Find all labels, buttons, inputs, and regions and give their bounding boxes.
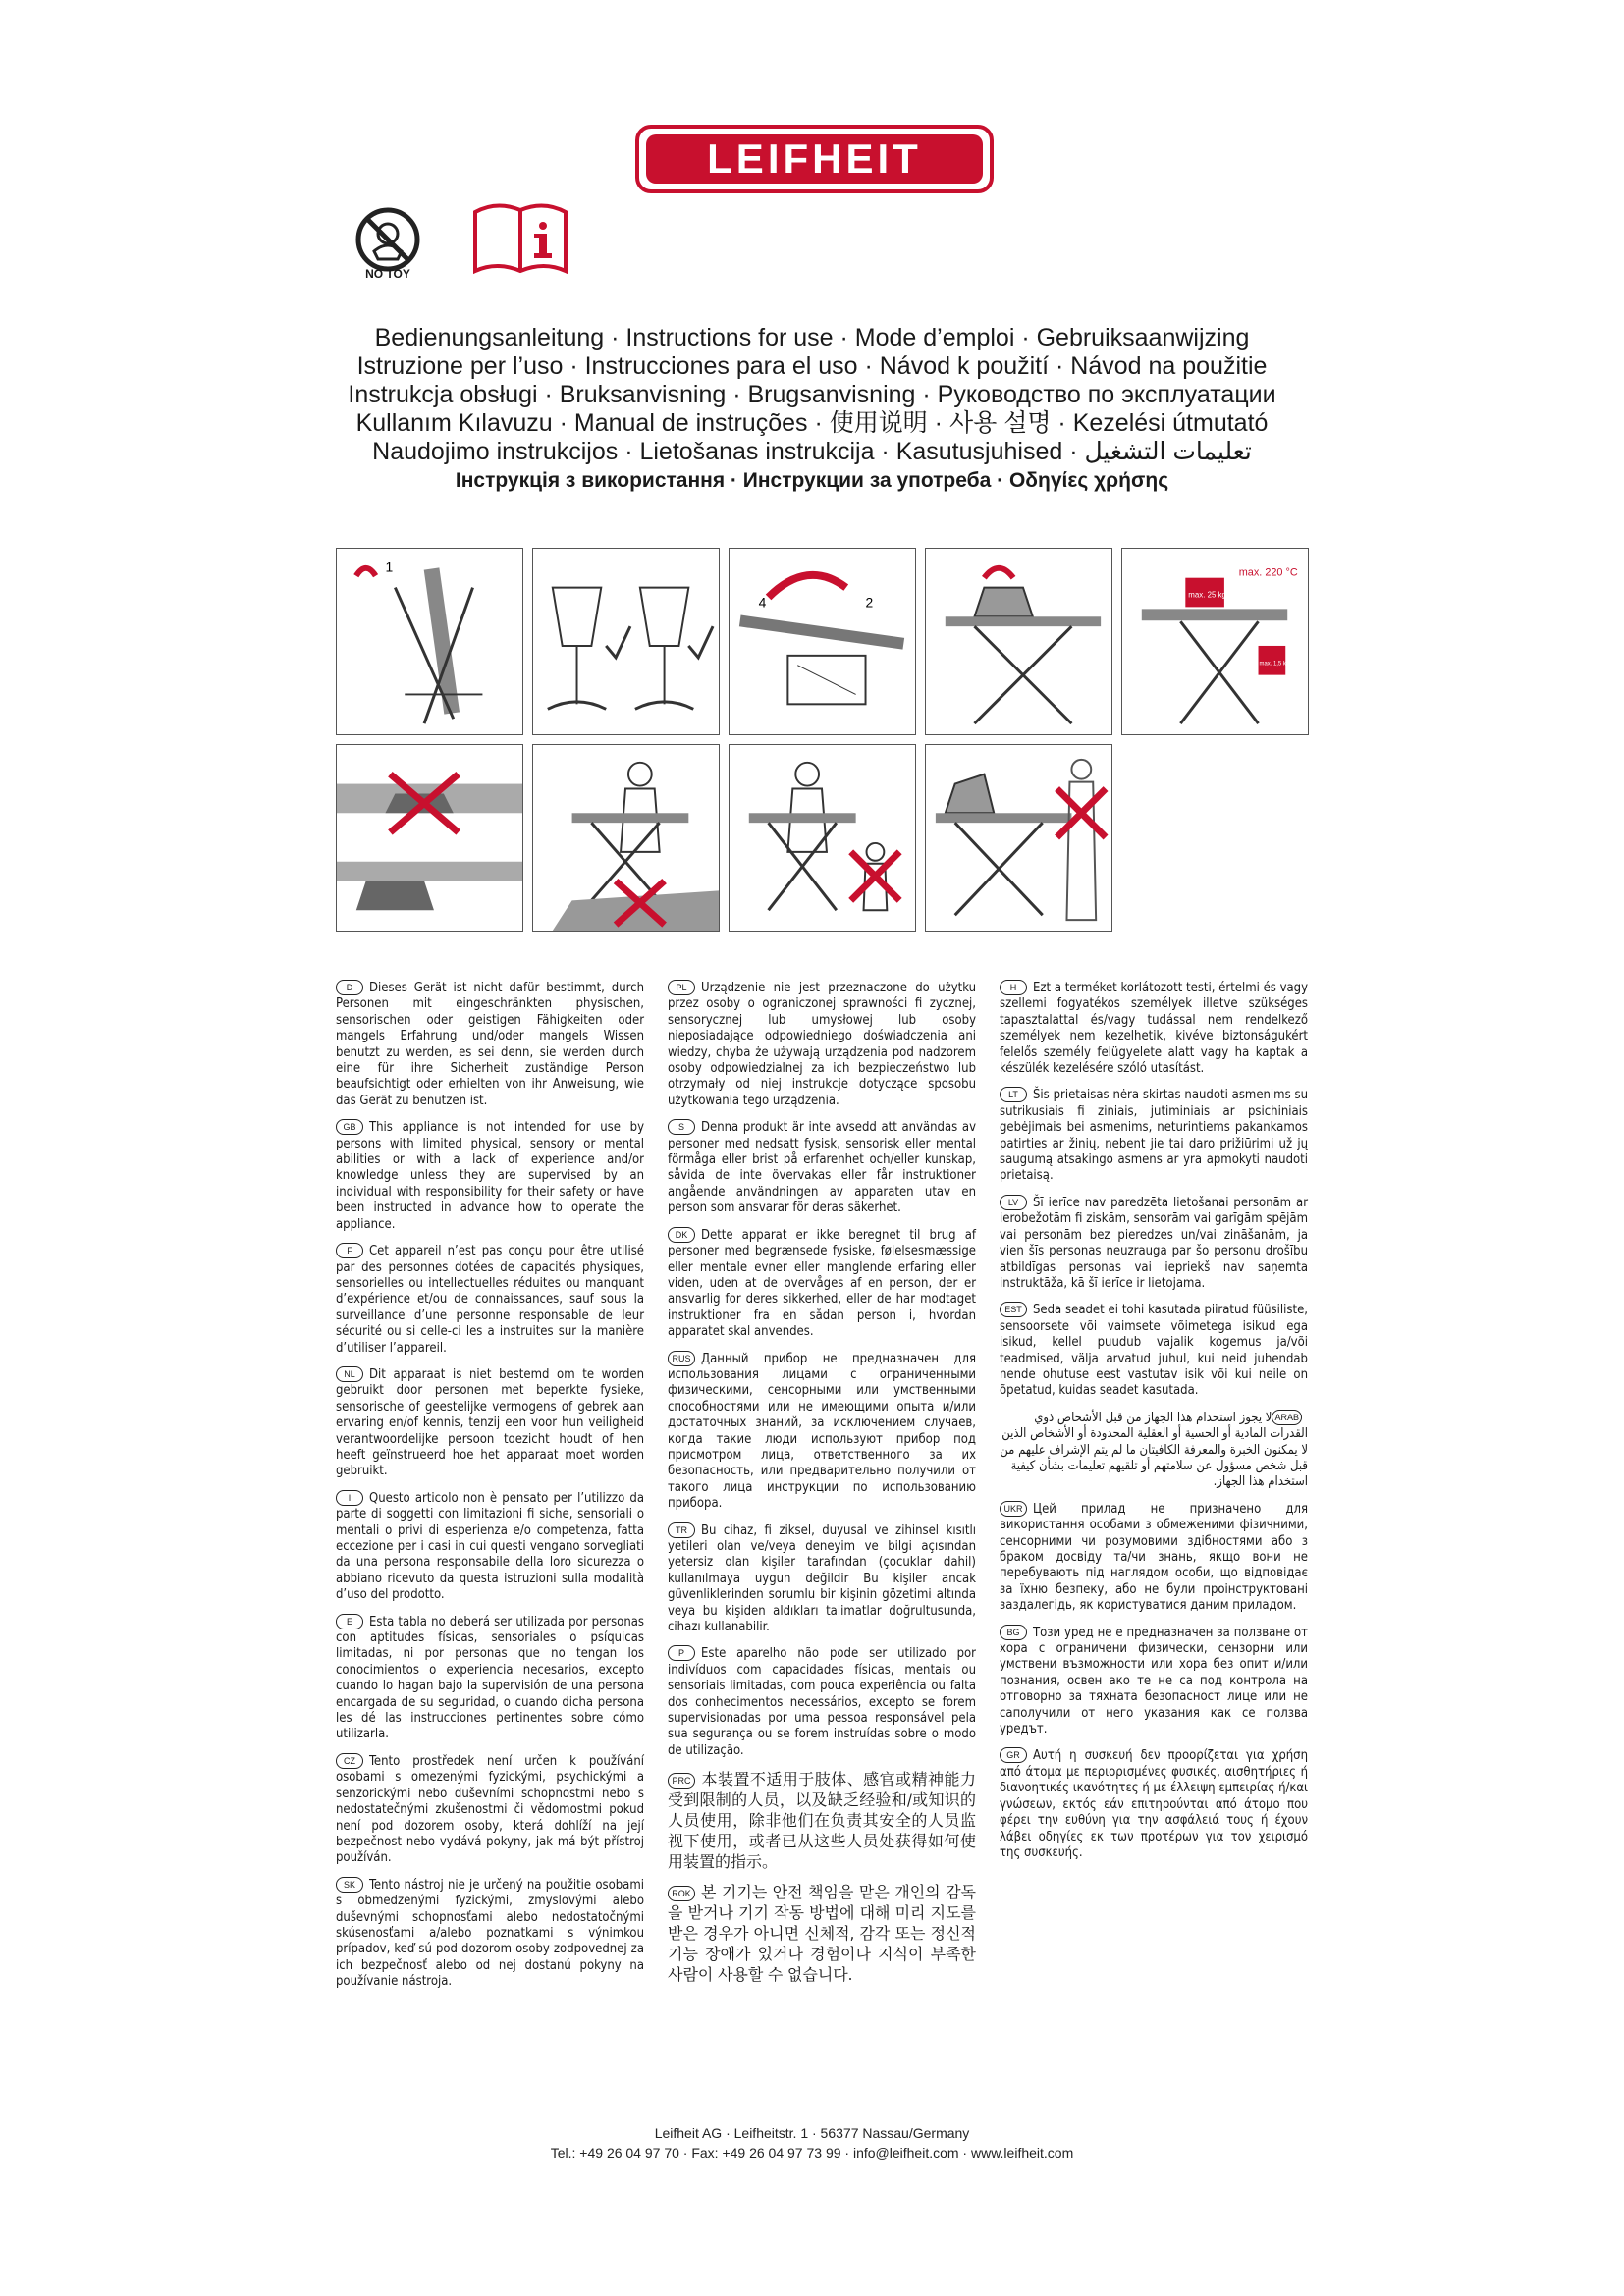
illustration-no-children [729, 744, 916, 932]
paragraph-text: Цей прилад не призначено для використання особами з обмеженими фізичними, сенсорними чи розумовими здібностями або з браком досвіду та/чи знань, якщо вони не перебувають під наглядом особи, що відповідає за їхню безпеку, або не були проінструктовані заздалегідь, як користуватися даним приладом. [1000, 1501, 1308, 1614]
leifheit-logo [635, 125, 994, 193]
paragraph-text: Αυτή η συσκευή δεν προορίζεται για χρήση από άτομα με περιορισμένες φυσικές, αισθητήριες ή διανοητικές ικανότητες ή με έλλειψη εμπειρίας ή/και γνώσεων, εκτός εάν επιτηρούνται από άτομο που φέρει την ευθύνη για την ασφάλειά τους ή έχουν λάβει οδηγίες εκ των προτέρων για τον χειρισμό της συσκευής. [1000, 1748, 1308, 1860]
illustration-height-adjust [532, 548, 720, 735]
safety-column-2 [668, 980, 976, 1995]
language-badge: ARAB [1272, 1410, 1302, 1425]
paragraph-text: 本装置不适用于肢体、感官或精神能力受到限制的人员，以及缺乏经验和/或知识的人员使用，除非他们在负责其安全的人员监视下使用，或者已从这些人员处获得如何使用装置的指示。 [668, 1770, 976, 1872]
safety-column-3 [1000, 980, 1308, 1871]
safety-paragraph-gr [1000, 1747, 1308, 1861]
paragraph-text: Questo articolo non è pensato per l’utilizzo da parte di soggetti con limitazioni fi siche, sensoriali o mentali o privi di esperienza e/o competenza, fatta eccezione per i casi in cui questi vengano sorvegliati da una persona responsabile della loro sicurezza o abbiano ricevuto da questa istruzioni sulla modalità d’uso del prodotto. [336, 1490, 644, 1603]
safety-paragraph-h [1000, 980, 1308, 1077]
language-badge: EST [1000, 1302, 1027, 1317]
safety-paragraph-e [336, 1614, 644, 1743]
language-badge: SK [336, 1877, 363, 1893]
safety-paragraph-rok [668, 1882, 976, 1985]
paragraph-text: Данный прибор не предназначен для использования лицами с ограниченными физическими, сенсорными или умственными способностями или не имеющими опыта и/или достаточных знаний, за исключением случаев, когда такие люди используют прибор под присмотром лица, ответственного за их безопасность, или предварительно получили от такого лица инструкции по использованию прибора. [668, 1351, 976, 1512]
paragraph-text: Този уред не е предназначен за ползване от хора с ограничени физически, сензорни или умствени възможности или хора без опит и/или познания, освен ако те не са под контрола на отговорно за тяхната безопасност лице или не саполучили от него указания как се ползва уредът. [1000, 1625, 1308, 1737]
max-weight-label: max. 25 kg [1188, 590, 1226, 600]
safety-paragraph-gb [336, 1119, 644, 1233]
title-line: Istruzione per l’uso · Instrucciones para el uso · Návod k použití · Návod na použitie [356, 352, 1268, 380]
paragraph-text: Tento nástroj nie je určený na použitie osobami s obmedzenými fyzickými, zmyslovými alebo duševnými schopnosťami alebo nedostatočnými skúsenosťami a/alebo poznatkami s výnimkou prípadov, keď sú pod dozorom osoby zodpovednej za ich bezpečnosť alebo od nej dostanú pokyny na používanie nástroja. [336, 1877, 644, 1990]
safety-paragraph-ukr [1000, 1501, 1308, 1615]
paragraph-text: This appliance is not intended for use by persons with limited physical, sensory or mental abilities or with a lack of experience and/or knowledge unless they are supervised by an individual with responsibility for their safety or have been instructed in advance how to operate the appliance. [336, 1120, 644, 1232]
paragraph-text: Ezt a terméket korlátozott testi, értelmi és vagy szellemi fogyatékos személyek illetve szükséges tapasztalattal és/vagy tudással nem rendelkező személyek nem kezelhetik, kivéve biztonságukért felelős személy felügyelete alatt vagy ha kaptak a készülék kezelésére szóló utasítást. [1000, 981, 1309, 1077]
safety-paragraph-lv [1000, 1195, 1308, 1292]
title-line: Інструкція з використання · Инструкции за употреба · Οδηγίες χρήσης [455, 469, 1169, 492]
illustration-no-iron-on-cover [336, 744, 523, 932]
footer-address: Leifheit AG · Leifheitstr. 1 · 56377 Nassau/Germany [654, 2125, 970, 2141]
title-line: Instrukcja obsługi · Bruksanvisning · Brugsanvisning · Руководство по эксплуатации [348, 381, 1276, 408]
paragraph-text: Dit apparaat is niet bestemd om te worden gebruikt door personen met beperkte fysieke, sensorische of geestelijke vermogens of gebrek aan ervaring en/of kennis, tenzij een voor hun veiligheid verantwoordelijke persoon toezicht houdt of hen heeft geïnstrueerd hoe het apparaat moet worden gebruikt. [336, 1366, 644, 1479]
safety-paragraph-s [668, 1119, 976, 1216]
paragraph-text: لا يجوز استخدام هذا الجهاز من قبل الأشخاص ذوي القدرات المادية أو الحسية أو العقلية المحدودة أو الأشخاص الذين لا يمكنون الخبرة والمعرفة الكافيتان ما لم يتم الإشراف عليهم من قبل شخص مسؤول عن سلامتهم أو تلقيهم تعليمات بشأن كيفية استخدام هذا الجهاز. [1000, 1410, 1308, 1490]
illustration-max-load [1121, 548, 1309, 735]
safety-paragraph-prc [668, 1769, 976, 1872]
paragraph-text: Tento prostředek není určen k používání osobami s omezenými fyzickými, psychickými a senzorickými nebo duševními schopnostmi nebo s nedostatečnými zkušenostmi či vědomostmi pokud není pod dozorem osoby, která dohlíží na její bezpečnost nebo vydává pokyny, jak má být přístroj používán. [336, 1753, 644, 1866]
safety-paragraph-arab [1000, 1410, 1308, 1491]
paragraph-text: Este aparelho não pode ser utilizado por indivíduos com capacidades físicas, mentais ou sensoriais limitadas, com pouca experiência ou falta dos conhecimentos necessários, excepto se forem supervisionadas por uma pessoa responsável pela sua segurança ou se forem instruídas sobre o modo de utilização. [668, 1646, 976, 1758]
paragraph-text: Cet appareil n’est pas conçu pour être utilisé par des personnes dotées de capacités physiques, sensorielles ou intellectuelles réduites ou manquant d’expérience et/ou de connaissances, sauf sous la surveillance d’une personne responsable de leur sécurité ou si celle-ci les a instruites sur la manière d’utiliser l’appareil. [336, 1244, 644, 1356]
title-line: Naudojimo instrukcijos · Lietošanas instrukcija · Kasutusjuhised · تعليمات التشغيل [372, 438, 1252, 465]
safety-paragraph-pl [668, 980, 976, 1109]
language-badge: GB [336, 1119, 363, 1135]
step-1-label: 1 [385, 559, 394, 575]
paragraph-text: Dette apparat er ikke beregnet til brug af personer med begrænsede fysiske, følelsesmæssige eller mentale evner eller manglende erfaring eller viden, uden at de overvåges af en person, der er ansvarlig for deres sikkerhed, eller de har modtaget instruktioner fra en sådan person i, hvordan apparatet skal anvendes. [668, 1227, 976, 1340]
safety-paragraph-i [336, 1490, 644, 1604]
illustration-person-ironing-no-floor [532, 744, 720, 932]
info-manual-icon [471, 196, 569, 277]
safety-paragraph-est [1000, 1302, 1308, 1399]
illustration-iron-rest [729, 548, 916, 735]
max-temp-label: max. 220 °C [1238, 566, 1298, 579]
language-badge: I [336, 1490, 363, 1506]
language-badge: BG [1000, 1625, 1027, 1640]
language-badge: LV [1000, 1195, 1027, 1210]
language-badge: S [668, 1119, 695, 1135]
language-badge: E [336, 1614, 363, 1629]
footer-contact: Tel.: +49 26 04 97 70 · Fax: +49 26 04 97 73 99 · info@leifheit.com · www.leifheit.com [550, 2145, 1074, 2161]
safety-paragraph-cz [336, 1753, 644, 1867]
language-badge: P [668, 1645, 695, 1661]
title-line: Bedienungsanleitung · Instructions for use · Mode d’emploi · Gebruiksaanwijzing [374, 324, 1250, 351]
language-badge: ROK [668, 1886, 695, 1901]
language-badge: RUS [668, 1351, 695, 1366]
safety-paragraph-tr [668, 1522, 976, 1636]
paragraph-text: Šī ierīce nav paredzēta lietošanai personām ar ierobežotām fi ziskām, sensorām vai garīgām spējām vai personām bez pieredzes un/vai zināšanām, ja vien šīs personas neuzrauga par šo personu drošību atbildīgas personas vai iepriekš nav saņemta instruktāža, kā šī ierīce ir lietojama. [1000, 1195, 1308, 1291]
language-badge: PRC [668, 1773, 695, 1789]
title-line: Kullanım Kılavuzu · Manual de instruções · 使用说明 · 사용 설명 · Kezelési útmutató [355, 409, 1269, 437]
safety-paragraph-d [336, 980, 644, 1109]
language-badge: NL [336, 1366, 363, 1382]
safety-paragraph-dk [668, 1227, 976, 1341]
language-badge: PL [668, 980, 695, 995]
safety-paragraph-lt [1000, 1087, 1308, 1184]
language-badge: DK [668, 1227, 695, 1243]
illustration-no-unattended-iron [925, 744, 1112, 932]
safety-paragraph-f [336, 1243, 644, 1357]
language-badge: CZ [336, 1753, 363, 1769]
paragraph-text: Bu cihaz, fi ziksel, duyusal ve zihinsel kısıtlı yetileri olan ve/veya deneyim ve bilgi açısından yetersiz olan kişiler tarafından (çocuklar dahil) kullanılmaya uygun değildir Bu kişiler ancak güvenliklerinden sorumlu bir kişinin gözetimi altında veya bu kişiden aldıkları talimatlar doğrultusunda, cihazı kullanabilir. [668, 1522, 976, 1635]
safety-paragraph-bg [1000, 1625, 1308, 1738]
paragraph-text: Denna produkt är inte avsedd att användas av personer med nedsatt fysisk, sensorisk eller mental förmåga eller brist på erfarenhet och/eller kunskap, såvida de inte övervakas eller får instruktioner angående användningen av apparaten utav en person som ansvarar för deras säkerhet. [668, 1120, 976, 1216]
company-footer [393, 2123, 1231, 2163]
safety-column-1 [336, 980, 644, 2001]
safety-paragraph-rus [668, 1351, 976, 1513]
language-badge: D [336, 980, 363, 995]
language-badge: UKR [1000, 1501, 1027, 1517]
step-3-label: 4 [758, 594, 767, 611]
no-toy-label: NO TOY [365, 267, 410, 281]
paragraph-text: Esta tabla no deberá ser utilizada por personas con aptitudes físicas, sensoriales o psíquicas limitadas, ni por personas que no tengan los conocimientos o experiencia necesarios, excepto cuando lo hagan bajo la supervisión de una persona encargada de su seguridad, o cuando dicha persona les dé las instrucciones pertinentes sobre cómo utilizarla. [336, 1614, 644, 1742]
step-2-label: 2 [865, 594, 874, 611]
paragraph-text: Dieses Gerät ist nicht dafür bestimmt, durch Personen mit eingeschränkten physischen, sensorischen oder geistigen Fähigkeiten oder mangels Erfahrung und/oder mangels Wissen benutzt zu werden, es sei denn, sie werden durch eine für ihre Sicherheit zuständige Person beaufsichtigt oder erhielten von ihr Anweisung, wie das Gerät zu benutzen ist. [336, 981, 644, 1108]
safety-paragraph-sk [336, 1877, 644, 1991]
language-badge: GR [1000, 1747, 1027, 1763]
safety-paragraph-nl [336, 1366, 644, 1480]
paragraph-text: Urządzenie nie jest przeznaczone do użytku przez osoby o ograniczonej sprawności fi zycznej, sensorycznej lub umysłowej lub osoby nieposiadające odpowiedniego doświadczenia ani wiedzy, chyba że używają urządzenia pod nadzorem osoby odpowiedzialnej za ich bezpieczeństwo lub otrzymały od niej instrukcje dotyczące sposobu użytkowania tego urządzenia. [668, 981, 976, 1108]
logo-text: LEIFHEIT [646, 134, 983, 184]
language-badge: LT [1000, 1087, 1027, 1102]
paragraph-text: Seda seadet ei tohi kasutada piiratud füüsiliste, sensoorsete või vaimsete võimetega isikud ega isikud, kellel puudub vajalik kogemus ja/või teadmised, välja arvatud juhul, kui neid juhendab nende ohutuse eest vastutav isik või kui neile on õpetatud, kuidas seadet kasutada. [1000, 1303, 1308, 1399]
paragraph-text: 본 기기는 안전 책임을 맡은 개인의 감독을 받거나 기기 작동 방법에 대해 미리 지도를 받은 경우가 아니면 신체적, 감각 또는 정신적 기능 장애가 있거나 경험이나 지식이 부족한 사람이 사용할 수 없습니다. [668, 1883, 976, 1985]
max-rest-label: max. 1,5 kg [1259, 661, 1290, 667]
language-badge: F [336, 1243, 363, 1258]
paragraph-text: Šis prietaisas nėra skirtas naudoti asmenims su sutrikusiais fi ziniais, jutiminiais ar psichiniais gebėjimais bei asmenims, neturintiems pakankamos patirties ar žinių, nebent jie tai daro prižiūrimi už jų saugumą atsakingo asmens ar yra apmokyti naudoti prietaisą. [1000, 1088, 1308, 1184]
instruction-titles [295, 324, 1329, 495]
language-badge: H [1000, 980, 1027, 995]
safety-paragraph-p [668, 1645, 976, 1759]
illustration-iron-on-board [925, 548, 1112, 735]
illustration-unfold-board [336, 548, 523, 735]
language-badge: TR [668, 1522, 695, 1538]
